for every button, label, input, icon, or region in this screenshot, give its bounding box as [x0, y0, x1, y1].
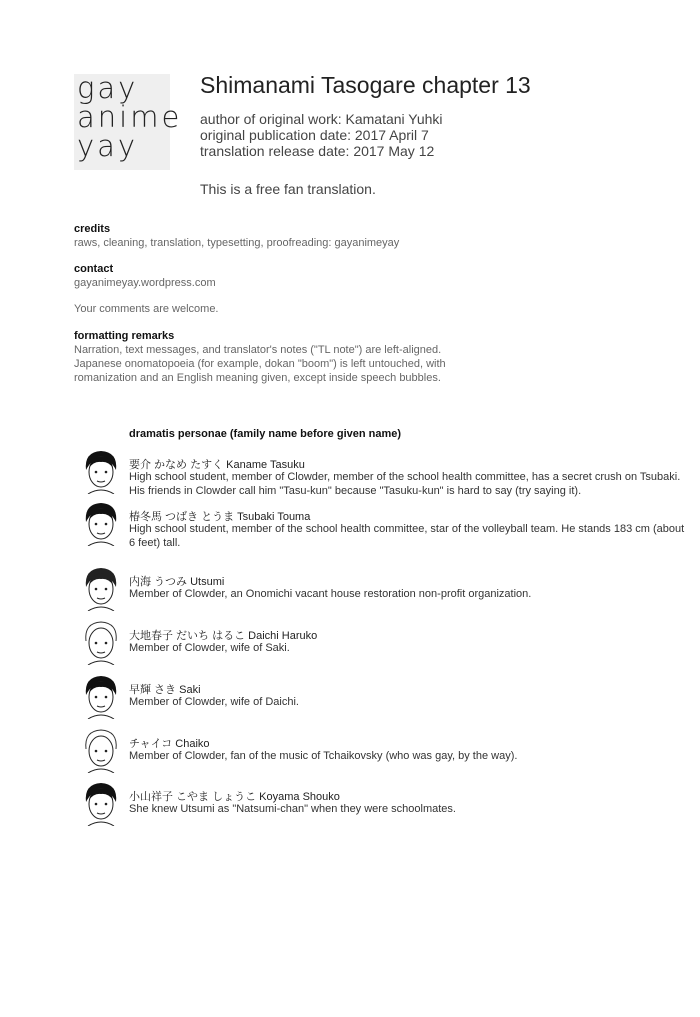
- character-portrait-icon: [80, 780, 122, 826]
- character-portrait-icon: [80, 727, 122, 773]
- release-date: translation release date: 2017 May 12: [200, 143, 435, 159]
- character-portrait-icon: [80, 565, 122, 611]
- formatting-label: formatting remarks: [74, 330, 175, 342]
- character-name: 早輝 さき Saki: [129, 684, 201, 696]
- comments-note: Your comments are welcome.: [74, 303, 219, 315]
- character-description: Member of Clowder, wife of Saki.: [129, 642, 290, 654]
- character-name: 大地春子 だいち はるこ Daichi Haruko: [129, 630, 318, 642]
- character-name: 椿冬馬 つばき とうま Tsubaki Touma: [129, 511, 311, 523]
- formatting-line: romanization and an English meaning given, except inside speech bubbles.: [74, 372, 441, 384]
- author-line: author of original work: Kamatani Yuhki: [200, 111, 443, 127]
- logo-line: yay: [77, 129, 139, 163]
- character-portrait-icon: [80, 619, 122, 665]
- gayanimeyay-logo: [74, 71, 183, 170]
- character-name: チャイコ Chaiko: [129, 738, 210, 750]
- character-name: 内海 うつみ Utsumi: [129, 576, 225, 588]
- character-description: High school student, member of the school health committee, star of the volleyball team. He stands 183 cm (about 6 feet) tall.: [129, 523, 685, 549]
- character-name: 小山祥子 こやま しょうこ Koyama Shouko: [129, 791, 340, 803]
- logo-line: gay: [77, 71, 139, 105]
- character-portrait-icon: [80, 673, 122, 719]
- character-description: High school student, member of Clowder, member of the school health committee, has a secret crush on Tsubaki. His friends in Clowder call him "Tasu-kun" because "Tasuku-kun" is hard to say (try saying it).: [129, 471, 681, 497]
- contact-label: contact: [74, 263, 114, 275]
- credits-label: credits: [74, 223, 111, 235]
- character-description: Member of Clowder, fan of the music of Tchaikovsky (who was gay, by the way).: [129, 750, 518, 762]
- character-portrait-icon: [80, 448, 122, 494]
- formatting-line: Narration, text messages, and translator's notes ("TL note") are left-aligned.: [74, 344, 442, 356]
- character-description: Member of Clowder, wife of Daichi.: [129, 696, 299, 708]
- logo-line: anime: [77, 100, 183, 134]
- contact-link[interactable]: gayanimeyay.wordpress.com: [74, 277, 216, 289]
- publication-date: original publication date: 2017 April 7: [200, 127, 429, 143]
- character-portrait-icon: [80, 500, 122, 546]
- character-description: Member of Clowder, an Onomichi vacant house restoration non-profit organization.: [129, 588, 532, 600]
- character-description: She knew Utsumi as "Natsumi-chan" when they were schoolmates.: [129, 803, 456, 815]
- dramatis-heading: dramatis personae (family name before given name): [129, 428, 402, 440]
- formatting-line: Japanese onomatopoeia (for example, dokan "boom") is left untouched, with: [74, 358, 446, 370]
- character-name: 要介 かなめ たすく Kaname Tasuku: [129, 459, 305, 471]
- chapter-title: Shimanami Tasogare chapter 13: [200, 72, 531, 98]
- free-translation-note: This is a free fan translation.: [200, 181, 376, 197]
- credits-text: raws, cleaning, translation, typesetting, proofreading: gayanimeyay: [74, 237, 400, 249]
